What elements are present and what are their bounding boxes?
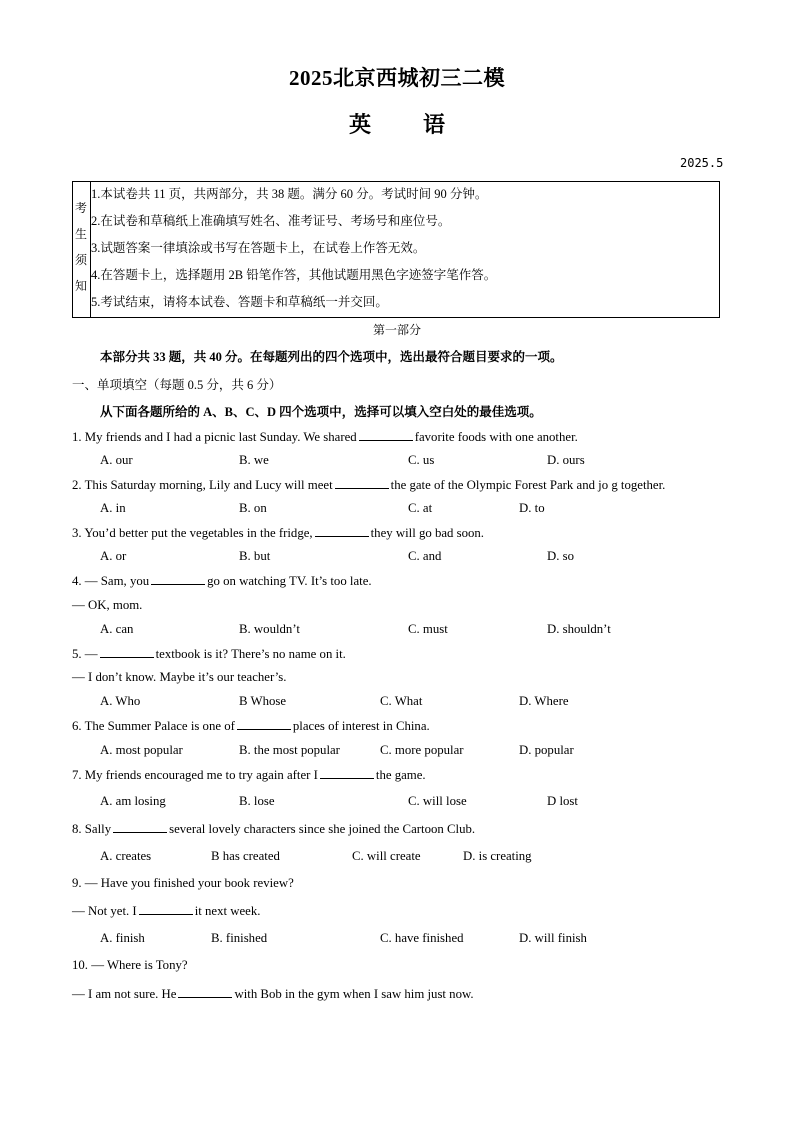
exam-date: 2025.5 [680, 156, 724, 170]
answer-blank [315, 525, 369, 537]
answer-blank [237, 718, 291, 730]
option-c[interactable]: C. will create [352, 849, 421, 863]
answer-blank [320, 767, 374, 779]
question-text: 8. Sally [72, 822, 112, 836]
notice-label-char: 生 [75, 227, 88, 241]
answer-blank [178, 986, 232, 998]
question-4 [72, 573, 372, 589]
question-text: — Not yet. I [72, 904, 137, 918]
option-b[interactable]: B. wouldn’t [239, 622, 300, 636]
instr-text: 从下面各题所给的 A、B、C、D [100, 405, 280, 419]
section-instructions [100, 402, 542, 420]
subject-title [0, 108, 794, 139]
option-d[interactable]: D. so [547, 549, 575, 563]
question-10: 10. — Where is Tony? [72, 958, 188, 972]
question-1 [72, 429, 578, 445]
option-a[interactable]: A. or [100, 549, 127, 563]
question-text: it next week. [194, 904, 261, 918]
question-9-reply [72, 903, 260, 919]
answer-blank [100, 646, 154, 658]
option-d[interactable]: D lost [547, 794, 578, 808]
question-text: favorite foods with one another. [414, 430, 578, 444]
part-heading: 第一部分 [372, 323, 421, 337]
option-d[interactable]: D. ours [547, 453, 585, 467]
answer-blank [359, 429, 413, 441]
question-text: textbook is it? There’s no name on it. [155, 647, 346, 661]
answer-blank [151, 573, 205, 585]
question-6 [72, 718, 430, 734]
question-text: with Bob in the gym when I saw him just now. [234, 987, 474, 1001]
notice-box [72, 181, 720, 318]
question-text: 5. — [72, 647, 98, 661]
question-10-reply [72, 986, 474, 1002]
intro-emphasis: 四个选项中 [325, 350, 388, 364]
part-intro [100, 347, 563, 365]
option-d[interactable]: D. will finish [519, 931, 587, 945]
question-5 [72, 646, 346, 662]
option-c[interactable]: C. and [408, 549, 442, 563]
instr-text: ，选择可以填入空白处的最佳选项。 [341, 405, 542, 419]
answer-blank [113, 821, 167, 833]
question-text: they will go bad soon. [370, 526, 484, 540]
notice-item: 4.在答题卡上，选择题用 2B 铅笔作答，其他试题用黑色字迹签字笔作答。 [91, 268, 497, 282]
section-title: 一、单项填空（每题 0.5 分，共 6 分） [72, 378, 282, 392]
option-a[interactable]: A. creates [100, 849, 152, 863]
question-5-reply: — I don’t know. Maybe it’s our teacher’s. [72, 670, 287, 684]
question-2 [72, 477, 665, 493]
question-text: 4. — Sam, you [72, 574, 150, 588]
option-b[interactable]: B. on [239, 501, 267, 515]
answer-blank [335, 477, 389, 489]
subject-char-2: 语 [423, 112, 446, 137]
question-text: the gate of the Olympic Forest Park and jo g together. [390, 478, 666, 492]
question-3 [72, 525, 484, 541]
option-a[interactable]: A. most popular [100, 743, 183, 757]
subject-char-1: 英 [348, 112, 371, 137]
option-b[interactable]: B. finished [211, 931, 268, 945]
answer-blank [139, 903, 193, 915]
option-c[interactable]: C. at [408, 501, 433, 515]
notice-item: 2.在试卷和草稿纸上准确填写姓名、准考证号、考场号和座位号。 [91, 214, 451, 228]
option-c[interactable]: C. more popular [380, 743, 464, 757]
option-c[interactable]: C. must [408, 622, 448, 636]
option-b[interactable]: B. but [239, 549, 271, 563]
instr-emphasis: 四个选项中 [279, 405, 342, 419]
intro-text: 本部分共 33 题，共 40 分。在每题列出的 [100, 350, 326, 364]
option-b[interactable]: B. we [239, 453, 269, 467]
option-a[interactable]: A. finish [100, 931, 145, 945]
option-a[interactable]: A. in [100, 501, 126, 515]
notice-item: 1.本试卷共 11 页，共两部分，共 38 题。满分 60 分。考试时间 90 分钟。 [91, 187, 488, 201]
question-text: 3. You’d better put the vegetables in the fridge, [72, 526, 313, 540]
option-c[interactable]: C. What [380, 694, 423, 708]
question-8 [72, 821, 475, 837]
option-a[interactable]: A. can [100, 622, 134, 636]
question-4-reply: — OK, mom. [72, 598, 143, 612]
question-text: several lovely characters since she joined the Cartoon Club. [169, 822, 476, 836]
option-d[interactable]: D. Where [519, 694, 569, 708]
option-c[interactable]: C. will lose [408, 794, 467, 808]
notice-label-char: 须 [75, 253, 88, 267]
question-7 [72, 767, 426, 783]
notice-label-char: 知 [75, 279, 88, 293]
question-text: 2. This Saturday morning, Lily and Lucy will meet [72, 478, 333, 492]
option-b[interactable]: B. lose [239, 794, 275, 808]
intro-text: ，选出最符合题目要求的一项。 [387, 350, 563, 364]
option-a[interactable]: A. our [100, 453, 133, 467]
option-b[interactable]: B Whose [239, 694, 287, 708]
option-b[interactable]: B. the most popular [239, 743, 340, 757]
option-d[interactable]: D. to [519, 501, 545, 515]
option-d[interactable]: D. is creating [463, 849, 532, 863]
notice-label-char: 考 [75, 201, 88, 215]
question-text: — I am not sure. He [72, 987, 177, 1001]
option-c[interactable]: C. have finished [380, 931, 464, 945]
option-d[interactable]: D. shouldn’t [547, 622, 611, 636]
question-text: places of interest in China. [292, 719, 430, 733]
option-d[interactable]: D. popular [519, 743, 574, 757]
question-text: go on watching TV. It’s too late. [207, 574, 372, 588]
question-text: 7. My friends encouraged me to try again after I [72, 768, 318, 782]
option-a[interactable]: A. am losing [100, 794, 166, 808]
option-a[interactable]: A. Who [100, 694, 141, 708]
question-text: the game. [375, 768, 426, 782]
option-b[interactable]: B has created [211, 849, 280, 863]
option-c[interactable]: C. us [408, 453, 435, 467]
page-title: 2025北京西城初三二模 [289, 66, 505, 90]
notice-item: 5.考试结束，请将本试卷、答题卡和草稿纸一并交回。 [91, 295, 388, 309]
question-9: 9. — Have you finished your book review? [72, 876, 294, 890]
notice-item: 3.试题答案一律填涂或书写在答题卡上，在试卷上作答无效。 [91, 241, 426, 255]
question-text: 1. My friends and I had a picnic last Sunday. We shared [72, 430, 357, 444]
notice-label [73, 182, 91, 317]
question-text: 6. The Summer Palace is one of [72, 719, 235, 733]
